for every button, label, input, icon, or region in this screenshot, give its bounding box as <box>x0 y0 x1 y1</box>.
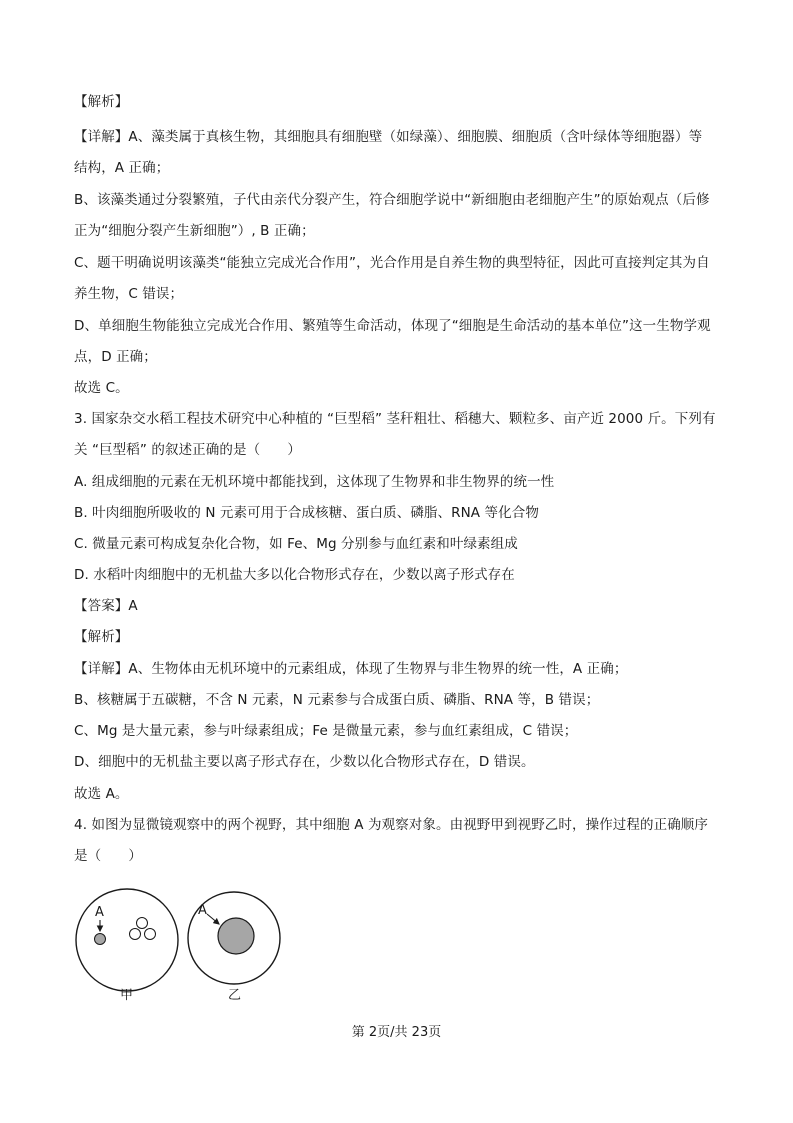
field-jia-cell-a <box>95 934 106 945</box>
microscope-fields-figure <box>70 882 290 1007</box>
field-jia-cell <box>145 929 156 940</box>
option-b: B. 叶肉细胞所吸收的 N 元素可用于合成核糖、蛋白质、磷脂、RNA 等化合物 <box>74 505 539 521</box>
field-jia-circle <box>76 889 178 991</box>
text-line: 【详解】A、藻类属于真核生物，其细胞具有细胞壁（如绿藻）、细胞膜、细胞质（含叶绿体等细胞器）等 <box>74 129 703 145</box>
answer-heading: 【答案】A <box>74 598 138 614</box>
field-yi-cell-label: A <box>198 903 207 918</box>
text-line: B、该藻类通过分裂繁殖，子代由亲代分裂产生，符合细胞学说中“新细胞由老细胞产生”的原始观点（后修 <box>74 192 710 208</box>
field-jia-cell <box>130 929 141 940</box>
field-yi-arrow <box>207 914 219 924</box>
option-c: C. 微量元素可构成复杂化合物，如 Fe、Mg 分别参与血红素和叶绿素组成 <box>74 536 518 552</box>
text-line: 结构，A 正确； <box>74 160 170 176</box>
question-3-text: 3. 国家杂交水稻工程技术研究中心种植的 “巨型稻” 茎秆粗壮、稻穗大、颗粒多、亩产近 2000 斤。下列有 <box>74 411 716 427</box>
option-d: D. 水稻叶肉细胞中的无机盐大多以化合物形式存在，少数以离子形式存在 <box>74 567 515 583</box>
field-yi-caption: 乙 <box>228 988 242 1003</box>
text-line: 养生物，C 错误； <box>74 286 184 302</box>
page-footer: 第 2页/共 23页 <box>351 1025 442 1040</box>
text-line: 【详解】A、生物体由无机环境中的元素组成，体现了生物界与非生物界的统一性，A 正确； <box>74 661 628 677</box>
text-line: 正为“细胞分裂产生新细胞”）, B 正确； <box>74 223 315 239</box>
section-heading-analysis: 【解析】 <box>74 94 129 110</box>
text-line: C、Mg 是大量元素，参与叶绿素组成；Fe 是微量元素，参与血红素组成，C 错误； <box>74 723 578 739</box>
microscope-fields-diagram <box>70 882 290 1007</box>
question-3-text: 关 “巨型稻” 的叙述正确的是（ ） <box>74 442 301 458</box>
question-4-text: 4. 如图为显微镜观察中的两个视野，其中细胞 A 为观察对象。由视野甲到视野乙时，操作过程的正确顺序 <box>74 817 708 833</box>
text-line: 点，D 正确； <box>74 349 157 365</box>
text-line: C、题干明确说明该藻类“能独立完成光合作用”，光合作用是自养生物的典型特征，因此可直接判定其为自 <box>74 255 710 271</box>
field-jia-cell <box>137 918 148 929</box>
answer-choice: 故选 C。 <box>74 380 129 396</box>
option-a: A. 组成细胞的元素在无机环境中都能找到，这体现了生物界和非生物界的统一性 <box>74 474 555 490</box>
text-line: B、核糖属于五碳糖，不含 N 元素，N 元素参与合成蛋白质、磷脂、RNA 等，B 错误； <box>74 692 600 708</box>
text-line: D、单细胞生物能独立完成光合作用、繁殖等生命活动，体现了“细胞是生命活动的基本单位”这一生物学观 <box>74 318 711 334</box>
question-4-text: 是（ ） <box>74 848 142 864</box>
field-jia-caption: 甲 <box>120 988 134 1003</box>
answer-choice: 故选 A。 <box>74 786 129 802</box>
section-heading-analysis: 【解析】 <box>74 629 129 645</box>
field-yi-cell-a <box>218 918 254 954</box>
text-line: D、细胞中的无机盐主要以离子形式存在，少数以化合物形式存在，D 错误。 <box>74 754 535 770</box>
field-jia-cell-label: A <box>95 905 104 920</box>
